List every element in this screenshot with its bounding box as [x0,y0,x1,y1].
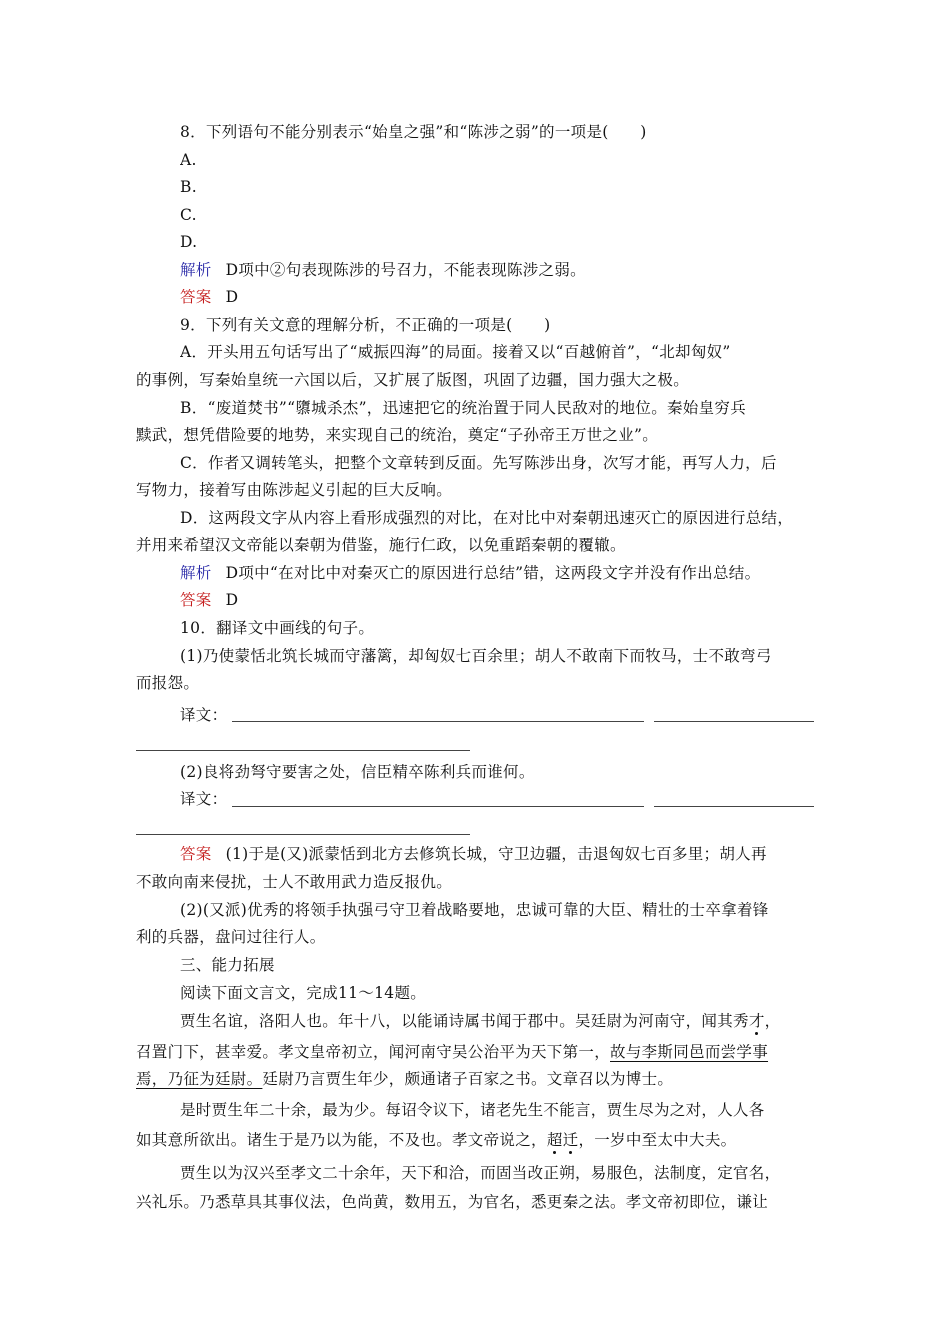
q9-option-a-line2: 的事例，写秦始皇统一六国以后，又扩展了版图，巩固了边疆，国力强大之极。 [136,371,690,389]
q10-sentence2: (2)良将劲弩守要害之处，信臣精卒陈利兵而谁何。 [180,763,535,781]
q9-option-a-line1: A．开头用五句话写出了“威振四海”的局面。接着又以“百越俯首”，“北却匈奴” [180,343,731,361]
q10-answer-line2: 不敢向南来侵扰，士人不敢用武力造反报仇。 [136,873,453,891]
q10-translation-label-1: 译文： [180,706,228,724]
q8-option-c: C. [180,206,197,224]
section-heading: 三、能力拓展 [180,956,275,974]
passage-p3-line1: 贾生以为汉兴至孝文二十余年，天下和洽，而固当改正朔，易服色，法制度，定官名， [180,1164,781,1182]
q9-analysis [180,560,816,588]
q10-sentence1-line1: (1)乃使蒙恬北筑长城而守藩篱，却匈奴七百余里；胡人不敢南下而牧马，士不敢弯弓 [180,647,772,665]
q9-option-c-line1: C．作者又调转笔头，把整个文章转到反面。先写陈涉出身，次写才能，再写人力，后 [180,454,777,472]
emphasis-dot-char: 才 [748,1012,765,1030]
passage-p3-line2: 兴礼乐。乃悉草具其事仪法，色尚黄，数用五，为官名，悉更秦之法。孝文帝初即位，谦让 [136,1193,769,1211]
answer-line [136,834,470,835]
emphasis-dot-char: 迁 [562,1131,579,1149]
q9-stem: 9．下列有关文意的理解分析，不正确的一项是( ) [180,316,551,334]
q8-option-a: A. [180,151,197,169]
answer-text: (1)于是(又)派蒙恬到北方去修筑长城，守卫边疆，击退匈奴七百多里；胡人再 [225,845,767,863]
answer-line [232,806,644,807]
emphasis-dot-char: 超 [546,1131,563,1149]
answer-label: 答案 [180,845,212,863]
q10-stem: 10．翻译文中画线的句子。 [180,619,375,637]
analysis-text: D项中“在对比中对秦灭亡的原因进行总结”错，这两段文字并没有作出总结。 [225,564,761,582]
underlined-sentence: 故与李斯同邑而尝学事 [610,1043,769,1061]
q9-option-b-line2: 黩武，想凭借险要的地势，来实现自己的统治，奠定“子孙帝王万世之业”。 [136,426,659,444]
q10-translation-label-2: 译文： [180,790,228,808]
q9-option-b-line1: B．“废道焚书”“隳城杀杰”，迅速把它的统治置于同人民敌对的地位。秦始皇穷兵 [180,399,746,417]
answer-line [654,806,814,807]
q8-stem: 8．下列语句不能分别表示“始皇之强”和“陈涉之弱”的一项是( ) [180,123,647,141]
answer-line [136,750,470,751]
answer-text: D [225,591,239,609]
section-intro: 阅读下面文言文，完成11～14题。 [180,984,427,1002]
q8-analysis [180,257,816,285]
answer-label: 答案 [180,591,212,609]
q10-answer-line4: 利的兵器，盘问过往行人。 [136,928,326,946]
q10-sentence1-line2: 而报怨。 [136,674,200,692]
passage-p1-line3: 焉，乃征为廷尉。廷尉乃言贾生年少，颇通诸子百家之书。文章召以为博士。 [136,1070,674,1088]
q10-answer-line1 [180,841,816,869]
passage-p2-line1: 是时贾生年二十余，最为少。每诏令议下，诸老先生不能言，贾生尽为之对，人人各 [180,1101,765,1119]
q9-option-d-line2: 并用来希望汉文帝能以秦朝为借鉴，施行仁政，以免重蹈秦朝的覆辙。 [136,536,626,554]
q10-answer-line3: (2)(又派)优秀的将领手执强弓守卫着战略要地，忠诚可靠的大臣、精壮的士卒拿着锋 [180,901,769,919]
answer-line [654,721,814,722]
passage-p1-line2: 召置门下，甚幸爱。孝文皇帝初立，闻河南守吴公治平为天下第一，故与李斯同邑而尝学事 [136,1043,769,1061]
analysis-text: D项中②句表现陈涉的号召力，不能表现陈涉之弱。 [225,261,586,279]
passage-p2-line2: 如其意所欲出。诸生于是乃以为能，不及也。孝文帝说之，超迁，一岁中至太中大夫。 [136,1131,737,1149]
answer-label: 答案 [180,288,212,306]
answer-line [232,721,644,722]
analysis-label: 解析 [180,261,212,279]
q8-option-b: B. [180,178,197,196]
underlined-sentence: 焉，乃征为廷尉。 [136,1070,263,1088]
q9-answer [180,587,816,615]
analysis-label: 解析 [180,564,212,582]
q8-answer [180,284,816,312]
q9-option-d-line1: D．这两段文字从内容上看形成强烈的对比，在对比中对秦朝迅速灭亡的原因进行总结， [180,509,794,527]
q8-option-d: D. [180,233,198,251]
passage-p1-line1: 贾生名谊，洛阳人也。年十八，以能诵诗属书闻于郡中。吴廷尉为河南守，闻其秀才， [180,1012,781,1030]
answer-text: D [225,288,239,306]
q9-option-c-line2: 写物力，接着写由陈涉起义引起的巨大反响。 [136,481,453,499]
